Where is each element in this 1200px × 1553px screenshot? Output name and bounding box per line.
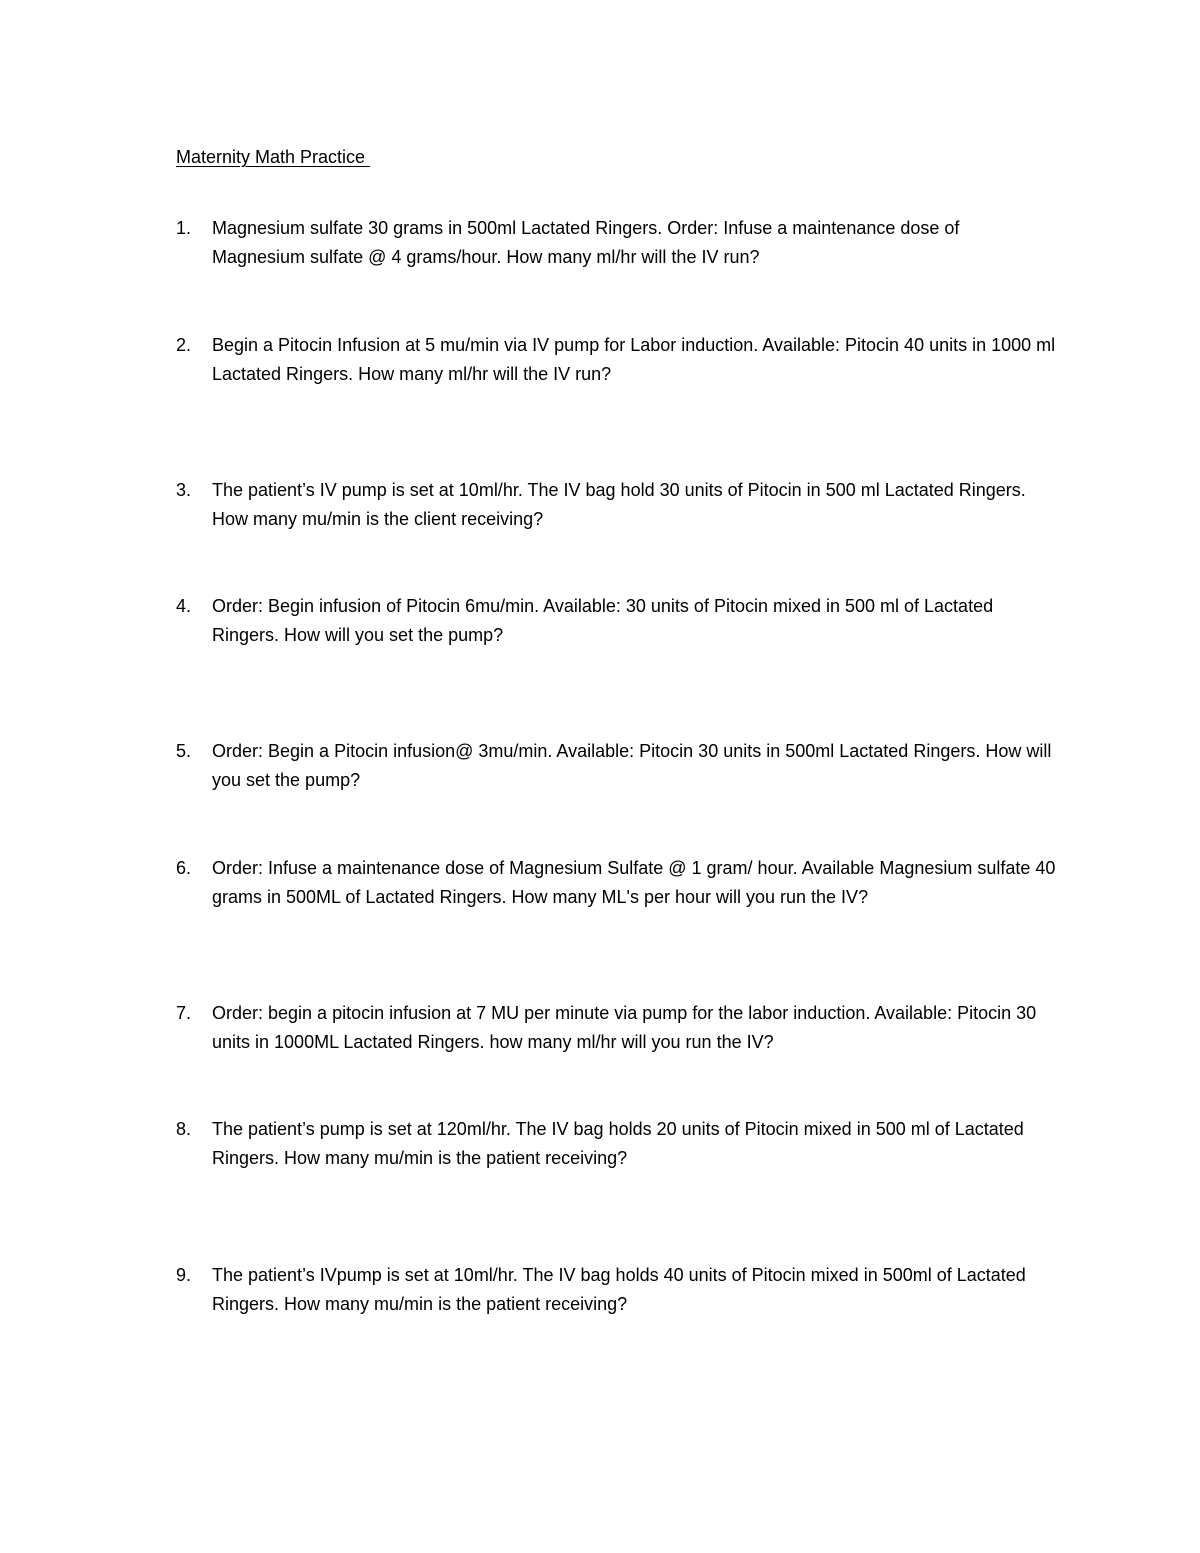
question-text: Begin a Pitocin Infusion at 5 mu/min via IV pump for Labor induction. Available: Pitocin 40 units in 1000 ml Lactated Ringers. How many ml/hr will the IV run? <box>212 335 1056 384</box>
question-number: 4. <box>176 596 192 616</box>
question-item <box>176 999 1056 1057</box>
question-item <box>176 854 1056 912</box>
question-item <box>176 1115 1056 1173</box>
question-text: The patient’s IV pump is set at 10ml/hr. The IV bag hold 30 units of Pitocin in 500 ml Lactated Ringers. How many mu/min is the client receiving? <box>212 480 1026 529</box>
question-number: 6. <box>176 858 192 878</box>
question-text: Order: Infuse a maintenance dose of Magnesium Sulfate @ 1 gram/ hour. Available Magnesium sulfate 40 grams in 500ML of Lactated Ringers. How many ML's per hour will you run the IV? <box>212 858 1056 907</box>
question-item <box>176 592 1056 650</box>
question-number: 7. <box>176 1003 192 1023</box>
question-number: 1. <box>176 218 192 238</box>
question-number: 8. <box>176 1119 192 1139</box>
question-text: Order: begin a pitocin infusion at 7 MU per minute via pump for the labor induction. Available: Pitocin 30 units in 1000ML Lactated Ringers. how many ml/hr will you run the IV? <box>212 1003 1037 1052</box>
question-text: The patient’s pump is set at 120ml/hr. The IV bag holds 20 units of Pitocin mixed in 500 ml of Lactated Ringers. How many mu/min is the patient receiving? <box>212 1119 1024 1168</box>
question-number: 5. <box>176 741 192 761</box>
question-item <box>176 214 1056 272</box>
question-text: Magnesium sulfate 30 grams in 500ml Lactated Ringers. Order: Infuse a maintenance dose of Magnesium sulfate @ 4 grams/hour. How many ml/hr will the IV run? <box>212 218 960 267</box>
document-title: Maternity Math Practice <box>176 147 371 167</box>
question-text: The patient’s IVpump is set at 10ml/hr. The IV bag holds 40 units of Pitocin mixed in 500ml of Lactated Ringers. How many mu/min is the patient receiving? <box>212 1265 1026 1314</box>
question-number: 3. <box>176 480 192 500</box>
question-text: Order: Begin infusion of Pitocin 6mu/min. Available: 30 units of Pitocin mixed in 500 ml of Lactated Ringers. How will you set the pump? <box>212 596 994 645</box>
question-number: 2. <box>176 335 192 355</box>
question-number: 9. <box>176 1265 192 1285</box>
question-text: Order: Begin a Pitocin infusion@ 3mu/min. Available: Pitocin 30 units in 500ml Lactated Ringers. How will you set the pump? <box>212 741 1052 790</box>
question-item <box>176 331 1056 389</box>
question-item <box>176 476 1056 534</box>
question-item <box>176 737 1056 795</box>
question-item <box>176 1261 1056 1319</box>
